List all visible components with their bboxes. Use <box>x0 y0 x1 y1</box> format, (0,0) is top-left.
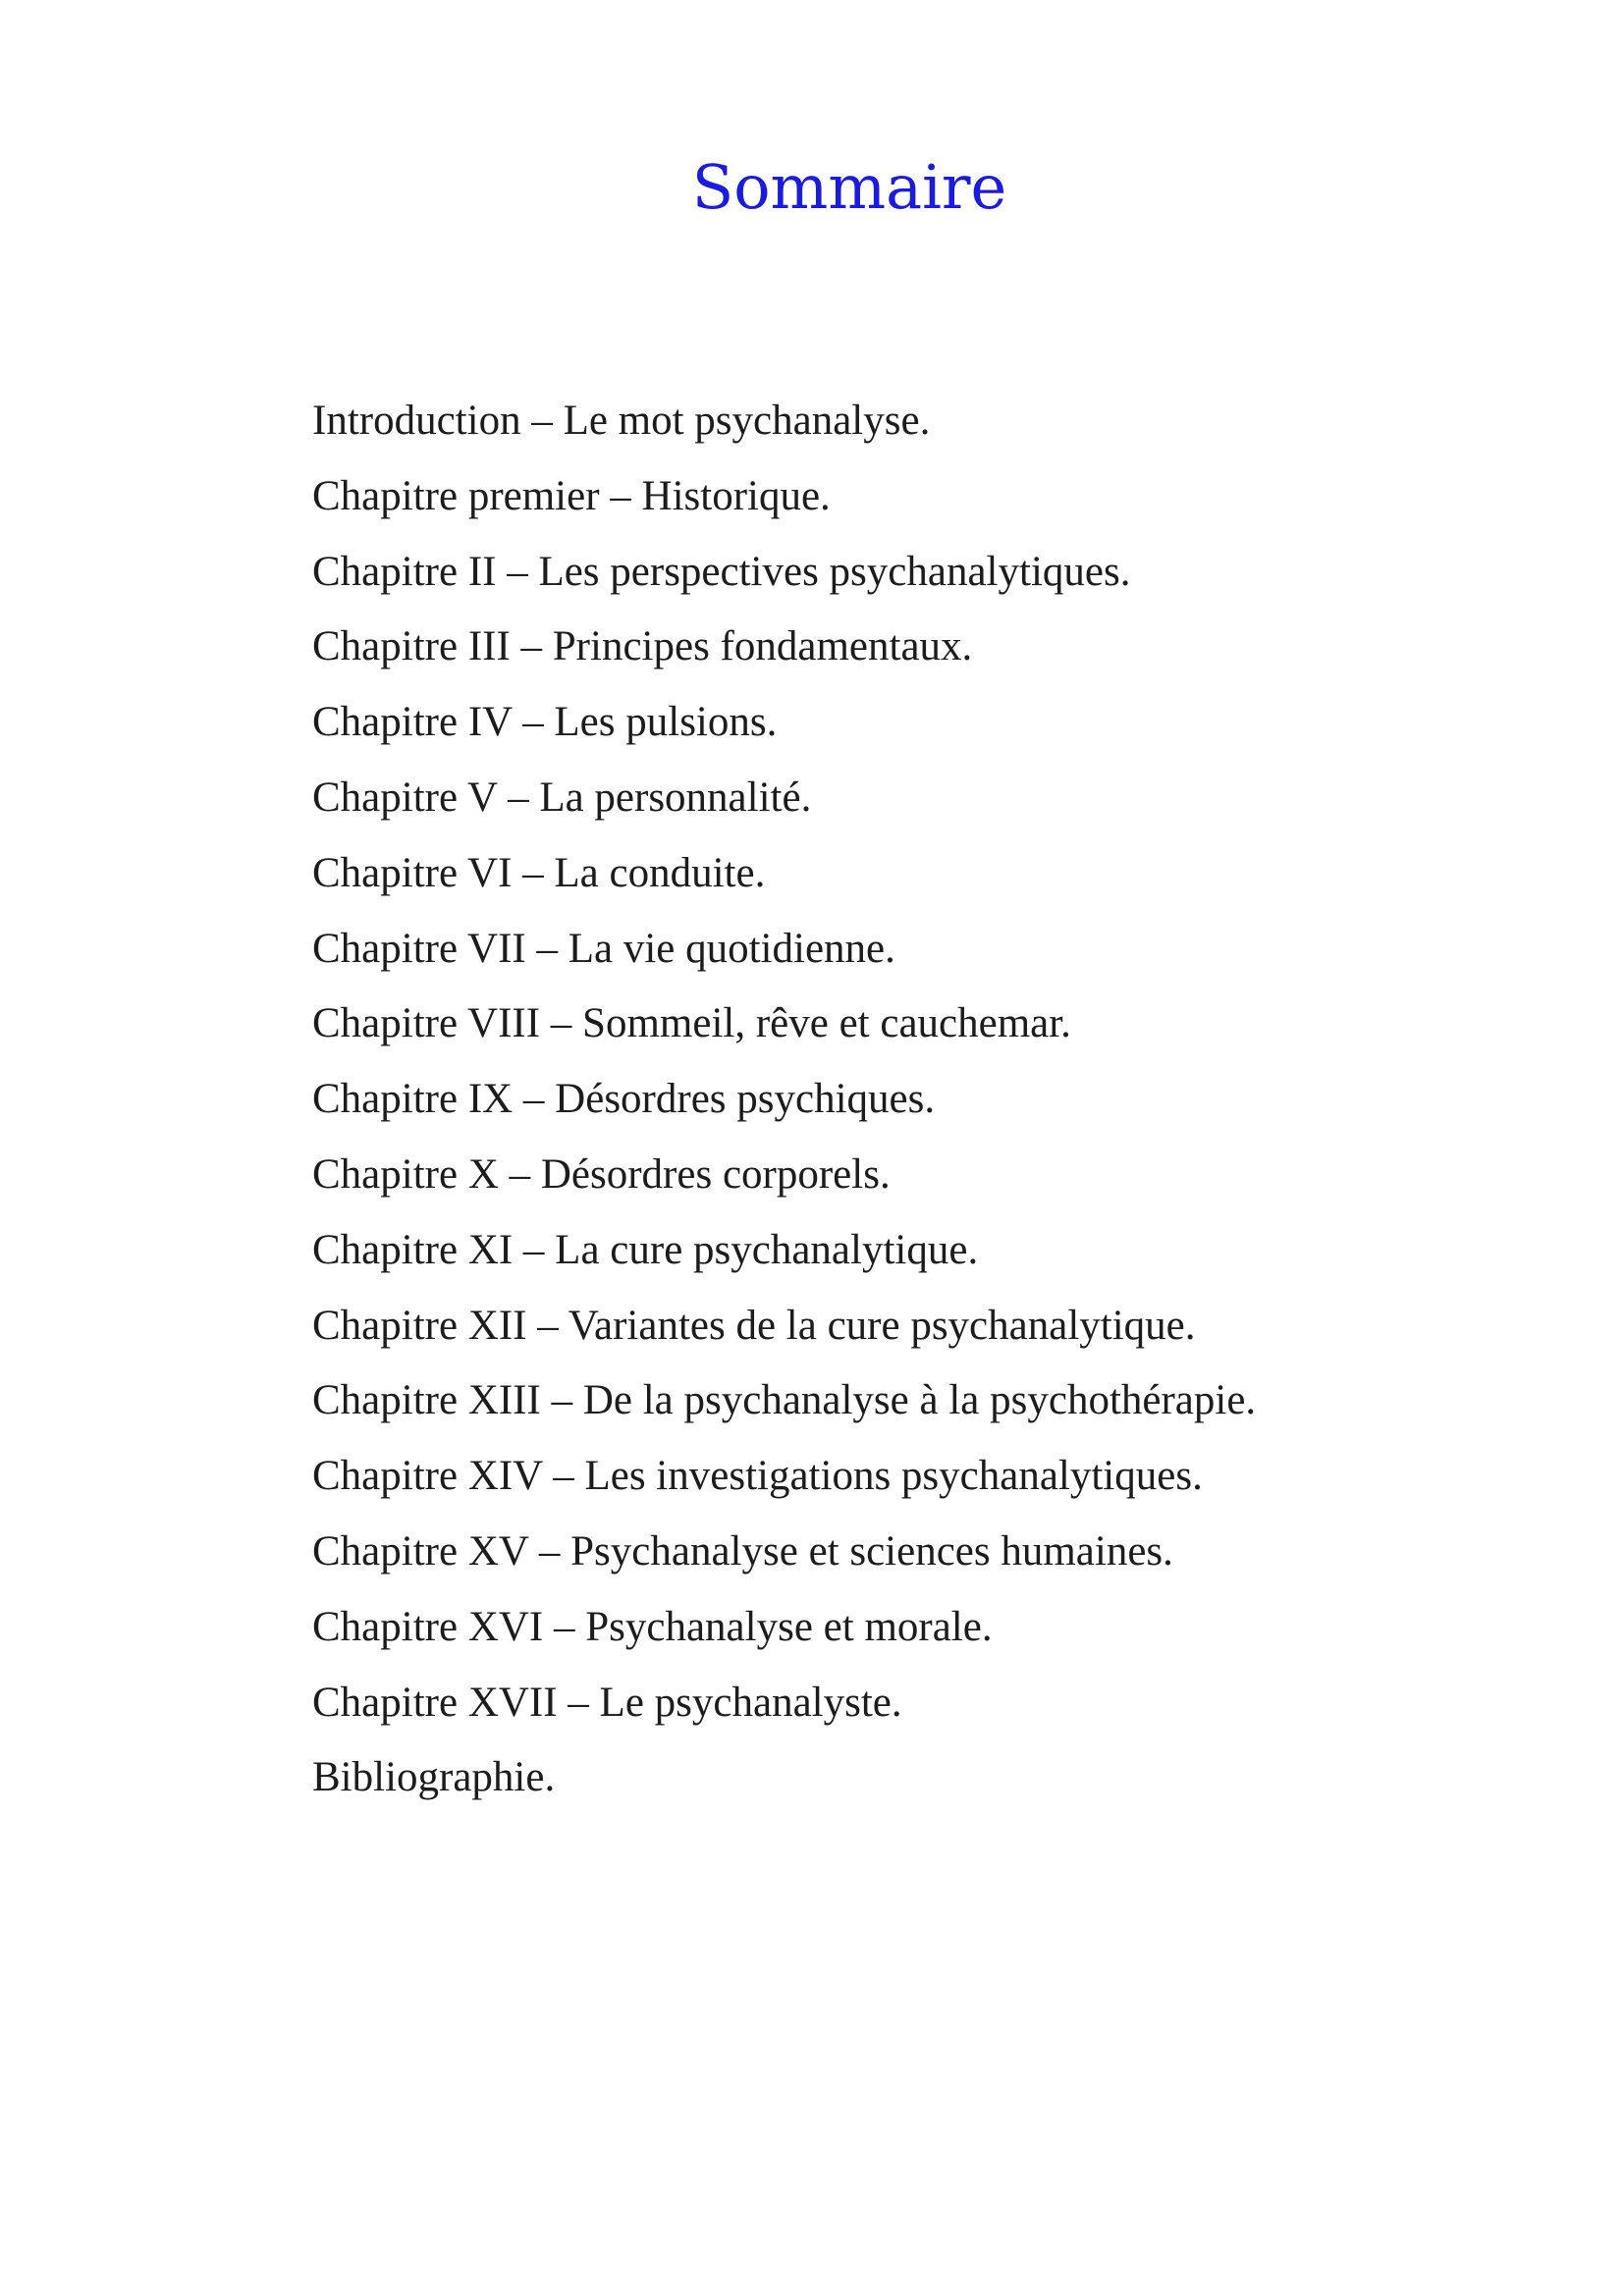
table-of-contents <box>312 393 1490 1825</box>
toc-item-chapitre-3: Chapitre III – Principes fondamentaux. <box>312 623 973 670</box>
page-title: Sommaire <box>691 151 1007 223</box>
toc-item-introduction: Introduction – Le mot psychanalyse. <box>312 398 931 444</box>
toc-item-chapitre-8: Chapitre VIII – Sommeil, rêve et cauchemar. <box>312 1000 1071 1047</box>
toc-item-chapitre-13: Chapitre XIII – De la psychanalyse à la psychothérapie. <box>312 1377 1257 1424</box>
toc-item-chapitre-premier: Chapitre premier – Historique. <box>312 472 831 519</box>
toc-item-chapitre-2: Chapitre II – Les perspectives psychanalytiques. <box>312 548 1131 595</box>
toc-item-chapitre-10: Chapitre X – Désordres corporels. <box>312 1150 891 1198</box>
toc-item-bibliographie: Bibliographie. <box>312 1754 556 1801</box>
toc-item-chapitre-14: Chapitre XIV – Les investigations psychanalytiques. <box>312 1453 1203 1500</box>
toc-item-chapitre-12: Chapitre XII – Variantes de la cure psychanalytique. <box>312 1302 1196 1349</box>
toc-item-chapitre-16: Chapitre XVI – Psychanalyse et morale. <box>312 1603 993 1650</box>
toc-item-chapitre-5: Chapitre V – La personnalité. <box>312 774 812 821</box>
toc-item-chapitre-17: Chapitre XVII – Le psychanalyste. <box>312 1679 902 1726</box>
toc-item-chapitre-11: Chapitre XI – La cure psychanalytique. <box>312 1226 979 1273</box>
toc-item-chapitre-6: Chapitre VI – La conduite. <box>312 849 766 896</box>
toc-item-chapitre-4: Chapitre IV – Les pulsions. <box>312 699 778 746</box>
toc-item-chapitre-7: Chapitre VII – La vie quotidienne. <box>312 925 895 972</box>
toc-item-chapitre-9: Chapitre IX – Désordres psychiques. <box>312 1076 936 1123</box>
toc-item-chapitre-15: Chapitre XV – Psychanalyse et sciences humaines. <box>312 1527 1173 1575</box>
